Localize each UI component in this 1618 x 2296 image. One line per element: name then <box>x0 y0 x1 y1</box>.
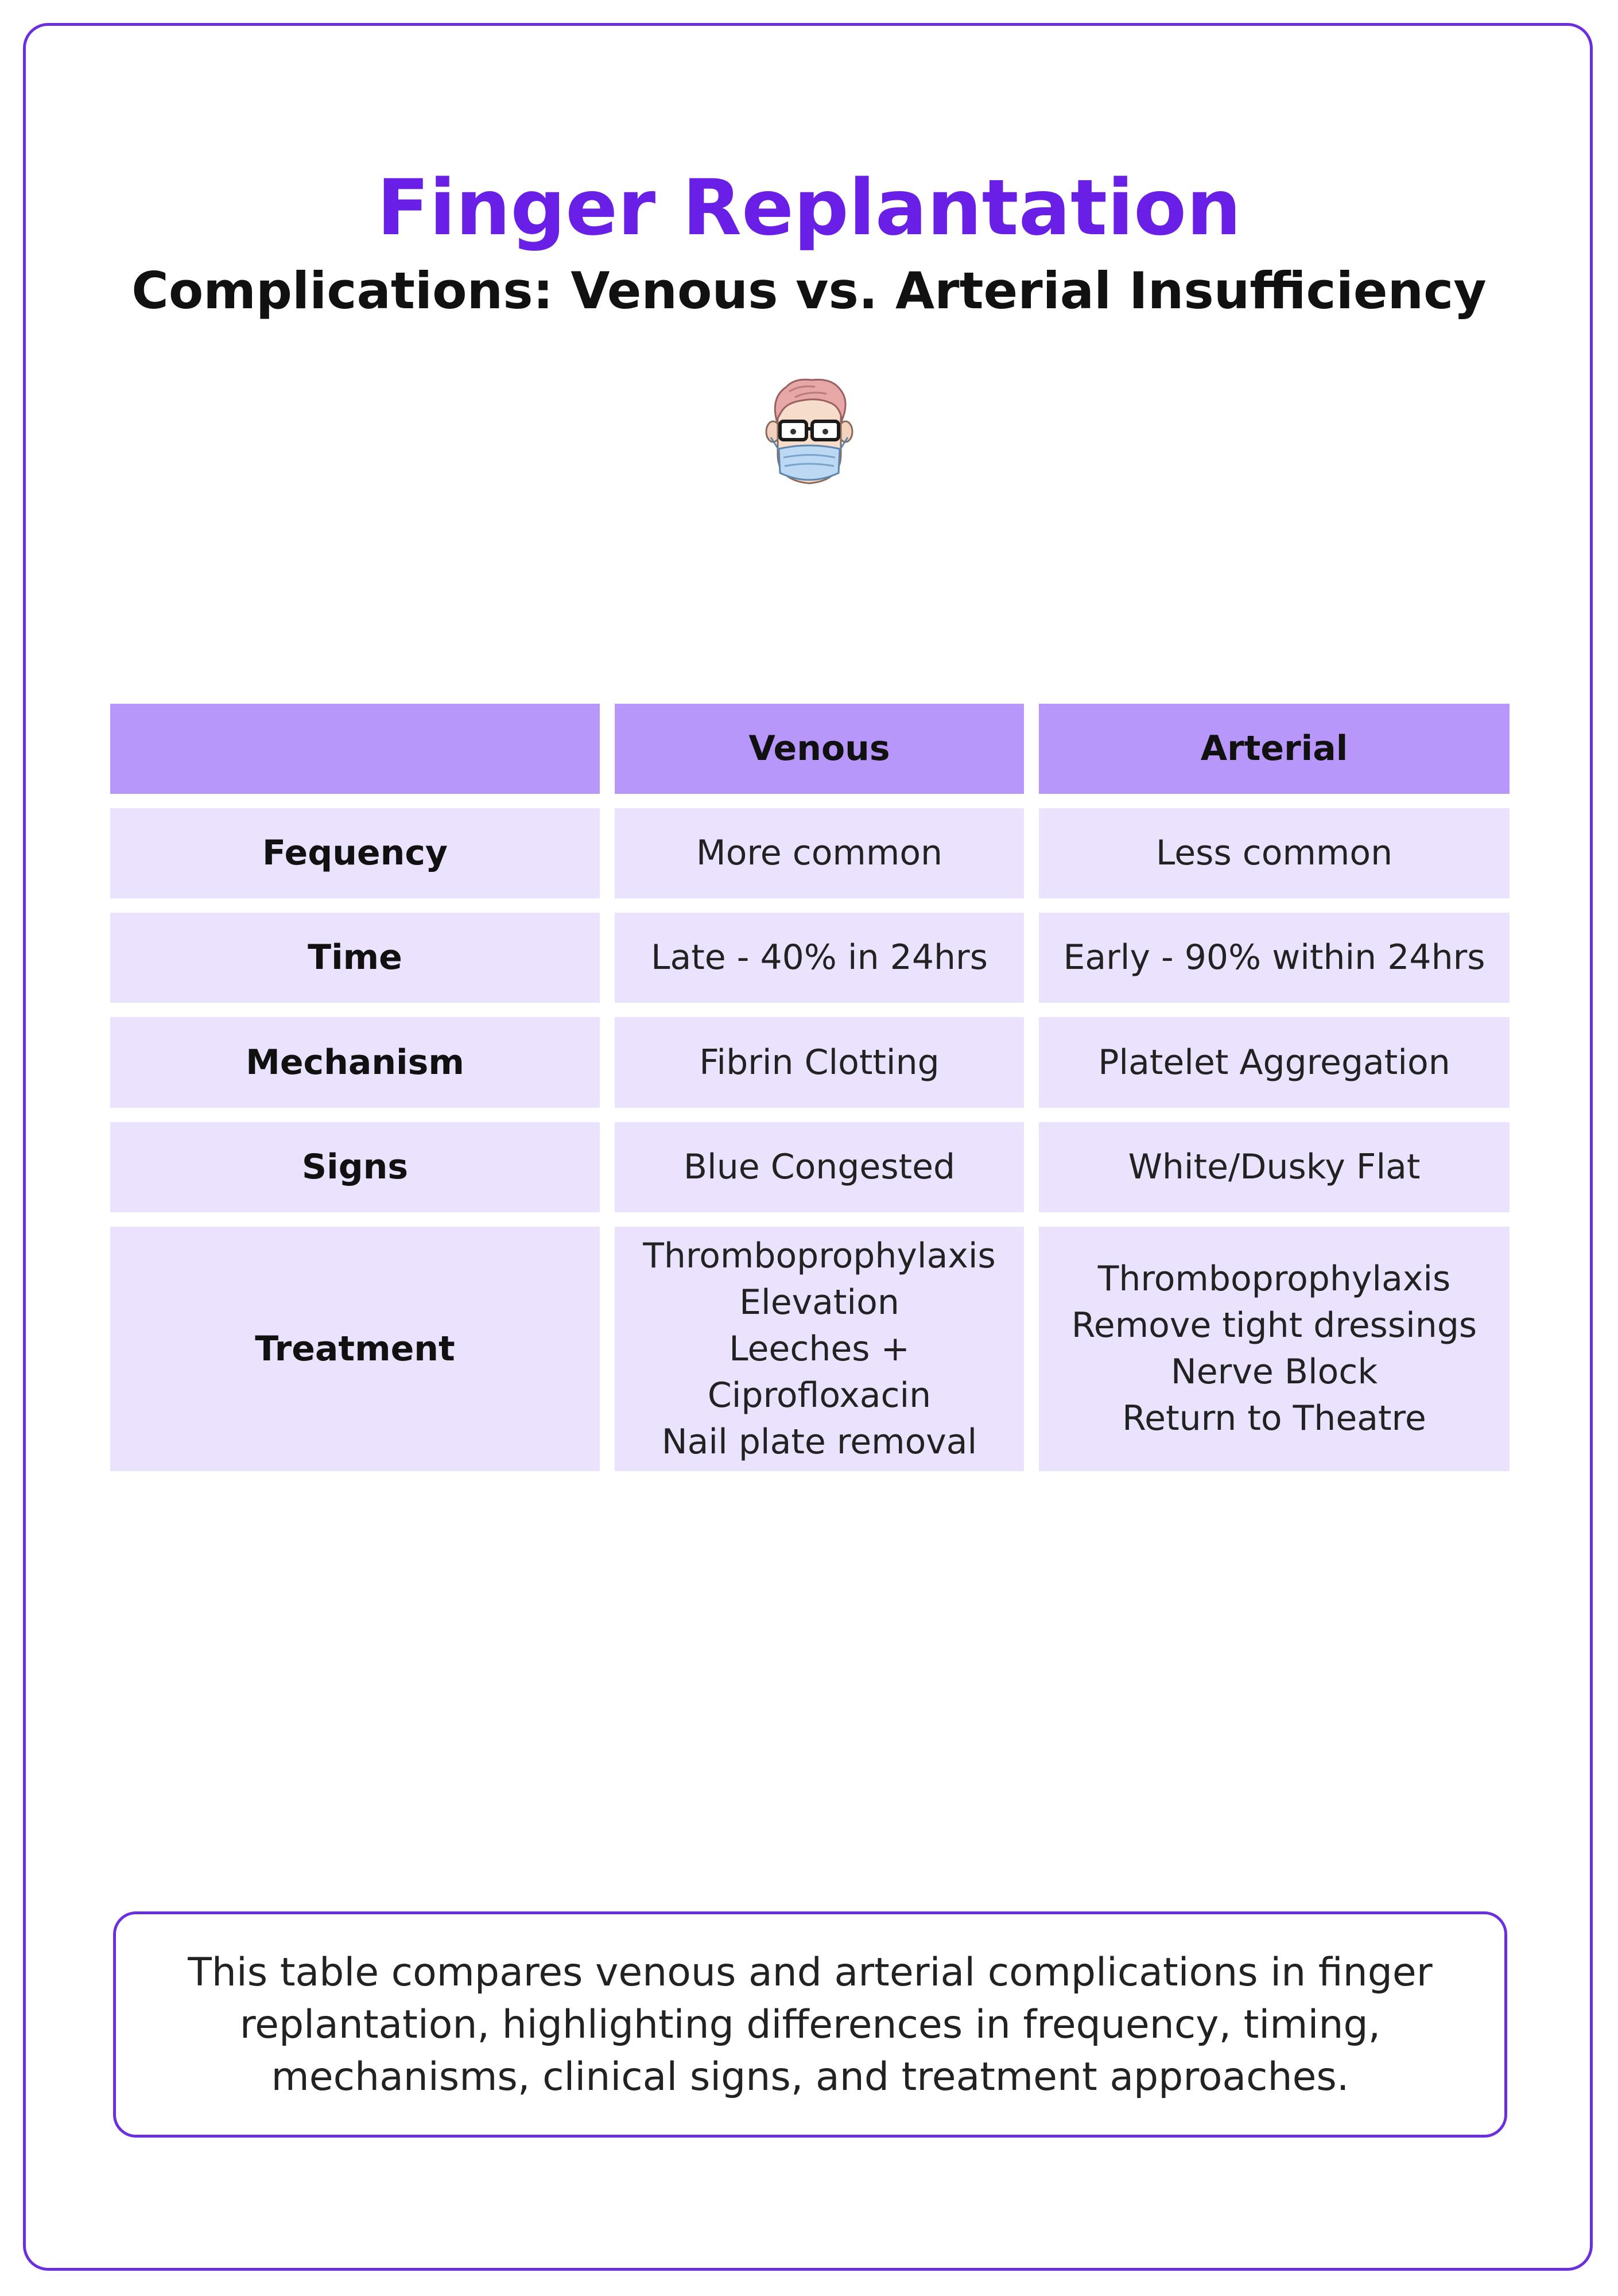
venous-treatment <box>615 1227 1024 1471</box>
table-header-venous: Venous <box>615 704 1024 794</box>
treatment-line: Remove tight dressings <box>1071 1305 1477 1345</box>
venous-mechanism: Fibrin Clotting <box>615 1017 1024 1108</box>
arterial-time: Early - 90% within 24hrs <box>1039 913 1510 1003</box>
row-label-treatment: Treatment <box>110 1227 600 1471</box>
treatment-line: Thromboprophylaxis <box>643 1235 996 1276</box>
row-label-frequency: Fequency <box>110 808 600 898</box>
row-label-time: Time <box>110 913 600 1003</box>
venous-frequency: More common <box>615 808 1024 898</box>
row-label-signs: Signs <box>110 1122 600 1212</box>
venous-signs: Blue Congested <box>615 1122 1024 1212</box>
masked-doctor-avatar-icon <box>761 374 858 489</box>
arterial-treatment <box>1039 1227 1510 1471</box>
page-subtitle: Complications: Venous vs. Arterial Insufficiency <box>131 261 1487 320</box>
treatment-line: Leeches + Ciprofloxacin <box>707 1328 932 1415</box>
venous-time: Late - 40% in 24hrs <box>615 913 1024 1003</box>
arterial-frequency: Less common <box>1039 808 1510 898</box>
arterial-signs: White/Dusky Flat <box>1039 1122 1510 1212</box>
table-header-corner <box>110 704 600 794</box>
row-label-mechanism: Mechanism <box>110 1017 600 1108</box>
treatment-line: Nerve Block <box>1170 1352 1378 1392</box>
treatment-line: Return to Theatre <box>1122 1398 1426 1438</box>
treatment-line: Elevation <box>739 1282 899 1322</box>
arterial-mechanism: Platelet Aggregation <box>1039 1017 1510 1108</box>
treatment-line: Thromboprophylaxis <box>1097 1259 1451 1299</box>
treatment-line: Nail plate removal <box>661 1421 977 1462</box>
page-title: Finger Replantation <box>377 163 1241 253</box>
table-header-arterial: Arterial <box>1039 704 1510 794</box>
summary-note: This table compares venous and arterial complications in finger replantation, highlighting differences in frequency, timing, mechanisms, clinical signs, and treatment approaches. <box>113 1911 1507 2138</box>
